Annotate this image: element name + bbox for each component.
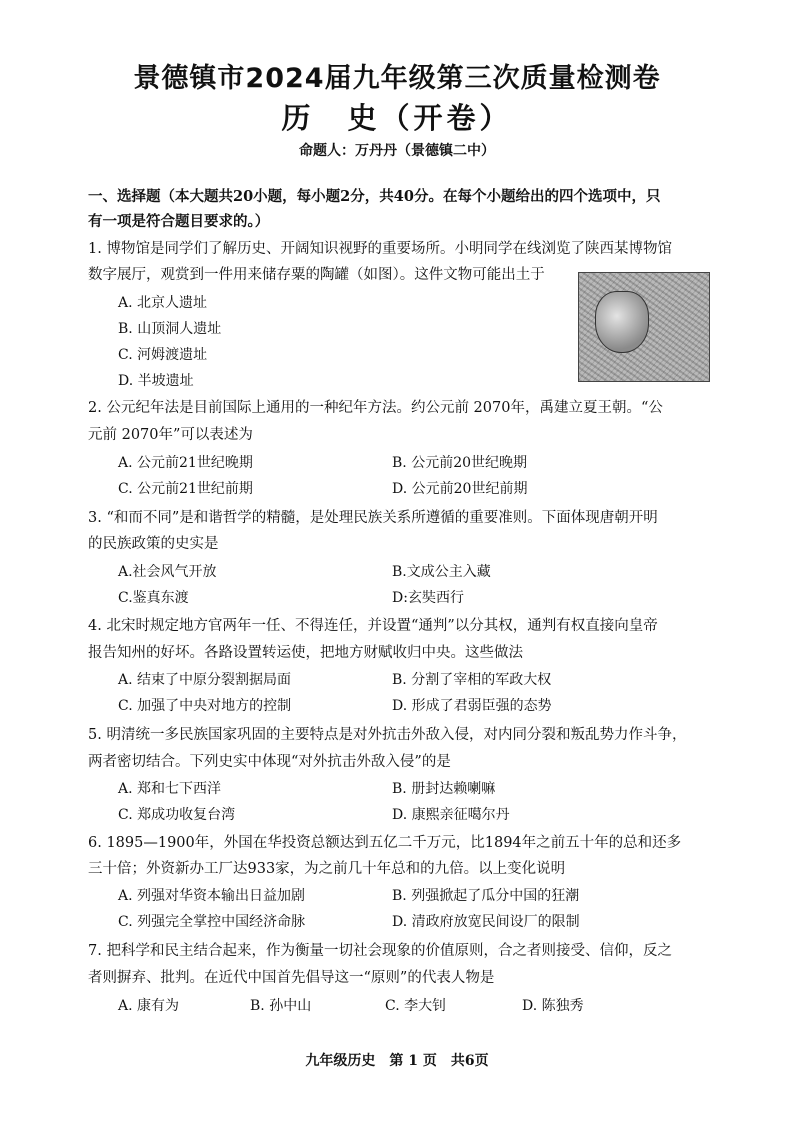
question-1-stem-cont: 数字展厅，观赏到一件用来储存粟的陶罐（如图）。这件文物可能出土于: [88, 267, 545, 283]
question-5-stem-cont: 两者密切结合。下列史实中体现“对外抗击外敌入侵”的是: [88, 754, 451, 770]
question-7-option-c: C. 李大钊: [385, 998, 447, 1014]
question-3-option-c: C.鉴真东渡: [118, 590, 189, 606]
pottery-jar-icon: [595, 291, 649, 353]
question-4-stem-cont: 报告知州的好坏。各路设置转运使，把地方财赋收归中央。这些做法: [88, 645, 523, 661]
question-3-option-b: B.文成公主入藏: [392, 564, 491, 580]
question-3-stem: 3. “和而不同”是和谐哲学的精髓，是处理民族关系所遵循的重要准则。下面体现唐朝开明: [88, 510, 658, 526]
question-4-option-d: D. 形成了君弱臣强的态势: [392, 698, 552, 714]
question-7-option-a: A. 康有为: [118, 998, 180, 1014]
page-footer: 九年级历史 第 1 页 共6页: [305, 1053, 489, 1069]
question-3-option-d: D:玄奘西行: [392, 590, 464, 606]
question-2-stem: 2. 公元纪年法是目前国际上通用的一种纪年方法。约公元前 2070年，禹建立夏王朝。“公: [88, 400, 663, 416]
question-3-stem-cont: 的民族政策的史实是: [88, 536, 219, 552]
question-5-option-d: D. 康熙亲征噶尔丹: [392, 807, 510, 823]
exam-title: 景德镇市2024届九年级第三次质量检测卷: [133, 63, 661, 94]
question-1-option-b: B. 山顶洞人遗址: [118, 321, 222, 337]
section-instruction: 一、选择题（本大题共20小题，每小题2分，共40分。在每个小题给出的四个选项中，只: [88, 188, 661, 205]
question-6-option-b: B. 列强掀起了瓜分中国的狂潮: [392, 888, 580, 904]
subject-title: 历 史（开卷）: [281, 101, 513, 135]
question-4-option-b: B. 分割了宰相的军政大权: [392, 672, 552, 688]
question-6-option-d: D. 清政府放宽民间设厂的限制: [392, 914, 580, 930]
question-1-option-a: A. 北京人遗址: [118, 295, 208, 311]
question-5-option-c: C. 郑成功收复台湾: [118, 807, 236, 823]
question-2-option-b: B. 公元前20世纪晚期: [392, 455, 528, 471]
question-4-option-a: A. 结束了中原分裂割据局面: [118, 672, 292, 688]
question-6-option-c: C. 列强完全掌控中国经济命脉: [118, 914, 306, 930]
question-1-stem: 1. 博物馆是同学们了解历史、开阔知识视野的重要场所。小明同学在线浏览了陕西某博物馆: [88, 241, 672, 257]
question-6-stem: 6. 1895—1900年，外国在华投资总额达到五亿二千万元，比1894年之前五十年的总和还多: [88, 835, 682, 851]
author-line: 命题人：万丹丹（景德镇二中）: [299, 143, 495, 159]
question-2-stem-cont: 元前 2070年”可以表述为: [88, 427, 253, 443]
question-4-option-c: C. 加强了中央对地方的控制: [118, 698, 292, 714]
question-1-option-c: C. 河姆渡遗址: [118, 347, 208, 363]
question-6-stem-cont: 三十倍；外资新办工厂达933家，为之前几十年总和的九倍。以上变化说明: [88, 861, 566, 877]
question-2-option-d: D. 公元前20世纪前期: [392, 481, 528, 497]
pottery-jar-image: [578, 272, 710, 382]
question-4-stem: 4. 北宋时规定地方官两年一任、不得连任，并设置“通判”以分其权，通判有权直接向皇帝: [88, 618, 658, 634]
question-5-option-b: B. 册封达赖喇嘛: [392, 781, 496, 797]
question-6-option-a: A. 列强对华资本输出日益加剧: [118, 888, 306, 904]
question-7-stem-cont: 者则摒弃、批判。在近代中国首先倡导这一“原则”的代表人物是: [88, 970, 495, 986]
question-2-option-a: A. 公元前21世纪晚期: [118, 455, 253, 471]
question-3-option-a: A.社会风气开放: [118, 564, 217, 580]
question-5-option-a: A. 郑和七下西洋: [118, 781, 222, 797]
question-1-option-d: D. 半坡遗址: [118, 373, 194, 389]
section-instruction-cont: 有一项是符合题目要求的。）: [88, 213, 270, 230]
question-2-option-c: C. 公元前21世纪前期: [118, 481, 253, 497]
question-5-stem: 5. 明清统一多民族国家巩固的主要特点是对外抗击外敌入侵，对内同分裂和叛乱势力作斗争，: [88, 727, 687, 743]
question-7-option-b: B. 孙中山: [250, 998, 312, 1014]
question-7-stem: 7. 把科学和民主结合起来，作为衡量一切社会现象的价值原则，合之者则接受、信仰，反之: [88, 943, 672, 959]
question-7-option-d: D. 陈独秀: [522, 998, 584, 1014]
